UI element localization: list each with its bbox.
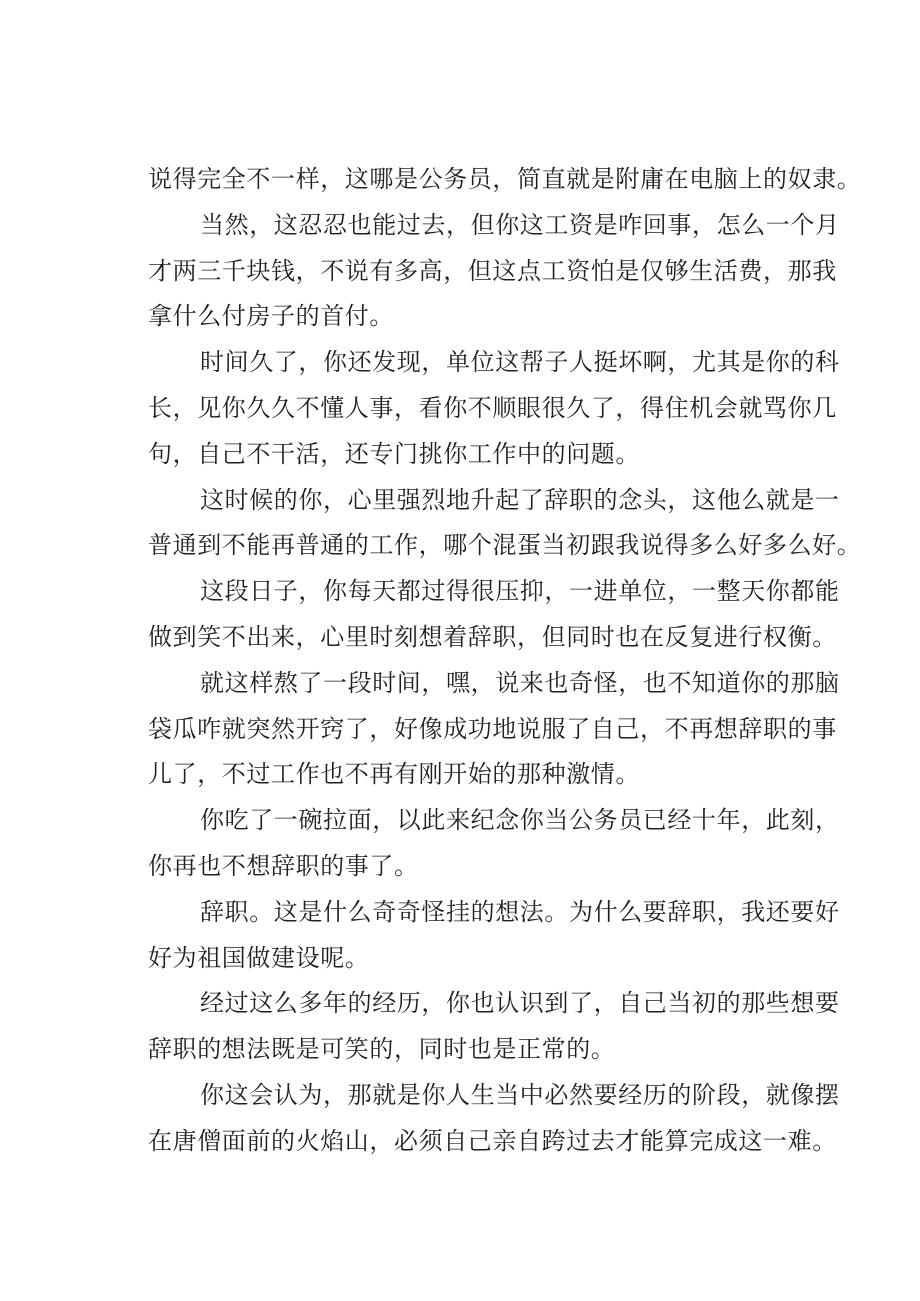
paragraph-first-line: 辞职。这是什么奇奇怪挂的想法。为什么要辞职，我还要好 <box>200 897 840 926</box>
text-line: 普通到不能再普通的工作，哪个混蛋当初跟我说得多么好多么好。 <box>148 531 862 560</box>
paragraph-first-line: 这时候的你，心里强烈地升起了辞职的念头，这他么就是一 <box>200 485 840 514</box>
text-line: 儿了，不过工作也不再有刚开始的那种激情。 <box>148 760 640 789</box>
text-line: 说得完全不一样，这哪是公务员，简直就是附庸在电脑上的奴隶。 <box>148 165 862 193</box>
text-line: 你再也不想辞职的事了。 <box>148 851 419 880</box>
document-body <box>148 157 862 1165</box>
text-line: 才两三千块钱，不说有多高，但这点工资怕是仅够生活费，那我 <box>148 256 837 285</box>
paragraph-first-line: 当然，这忍忍也能过去，但你这工资是咋回事，怎么一个月 <box>200 210 840 239</box>
text-line: 在唐僧面前的火焰山，必须自己亲自跨过去才能算完成这一难。 <box>148 1126 837 1155</box>
paragraph-first-line: 经过这么多年的经历，你也认识到了，自己当初的那些想要 <box>200 989 840 1018</box>
paragraph-first-line: 你吃了一碗拉面，以此来纪念你当公务员已经十年，此刻， <box>200 806 840 835</box>
text-line: 袋瓜咋就突然开窍了，好像成功地说服了自己，不再想辞职的事 <box>148 714 837 743</box>
text-line: 长，见你久久不懂人事，看你不顺眼很久了，得住机会就骂你几 <box>148 393 837 422</box>
text-line: 拿什么付房子的首付。 <box>148 302 394 331</box>
paragraph-first-line: 就这样熬了一段时间，嘿，说来也奇怪，也不知道你的那脑 <box>200 668 840 697</box>
text-line: 辞职的想法既是可笑的，同时也是正常的。 <box>148 1035 616 1064</box>
text-line: 句，自己不干活，还专门挑你工作中的问题。 <box>148 439 640 468</box>
paragraph-first-line: 时间久了，你还发现，单位这帮子人挺坏啊，尤其是你的科 <box>200 348 840 377</box>
text-line: 好为祖国做建设呢。 <box>148 943 370 972</box>
paragraph-first-line: 这段日子，你每天都过得很压抑，一进单位，一整天你都能 <box>200 577 840 606</box>
text-line: 做到笑不出来，心里时刻想着辞职，但同时也在反复进行权衡。 <box>148 622 837 651</box>
paragraph-first-line: 你这会认为，那就是你人生当中必然要经历的阶段，就像摆 <box>200 1080 840 1109</box>
